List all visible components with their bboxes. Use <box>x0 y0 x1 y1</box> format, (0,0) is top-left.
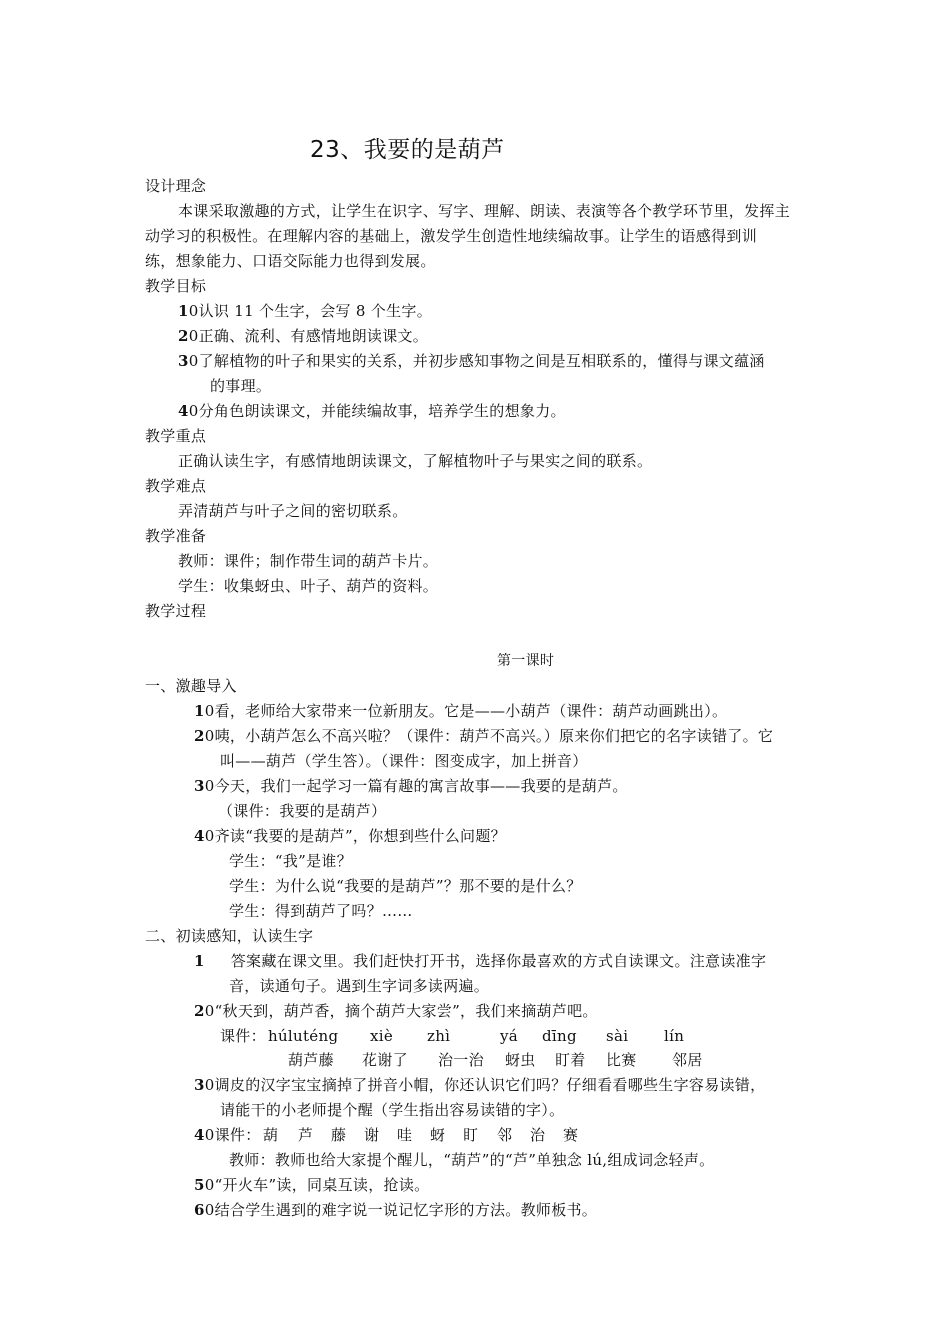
section2-item-1-number: 1 <box>194 952 205 970</box>
section2-item-3-text: 调皮的汉字宝宝摘掉了拼音小帽，你还认识它们吗？仔细看看哪些生字容易读错， <box>214 1076 766 1094</box>
section2-item-6 <box>194 1200 597 1220</box>
section2-item-1-continuation: 音，读通句子。遇到生字词多读两遍。 <box>229 977 490 995</box>
bullet-icon: 0 <box>204 777 215 795</box>
char-10: 赛 <box>563 1126 579 1144</box>
goal-item-2-number: 2 <box>178 327 189 345</box>
prep-teacher: 教师：课件；制作带生词的葫芦卡片。 <box>178 552 439 570</box>
bullet-icon: 0 <box>204 1176 215 1194</box>
section2-item-6-number: 6 <box>194 1201 205 1219</box>
bullet-icon: 0 <box>188 302 199 320</box>
section1-item-4-text: 齐读“我要的是葫芦”，你想到些什么问题？ <box>214 827 506 845</box>
goal-item-2-text: 正确、流利、有感情地朗读课文。 <box>198 327 429 345</box>
section1-item-4-number: 4 <box>194 827 205 845</box>
section1-item-2-number: 2 <box>194 727 205 745</box>
section1-item-3-continuation: （课件：我要的是葫芦） <box>218 802 387 820</box>
char-8: 邻 <box>497 1126 513 1144</box>
goal-item-4-text: 分角色朗读课文，并能续编故事，培养学生的想象力。 <box>198 402 566 420</box>
char-9: 治 <box>530 1126 546 1144</box>
word-7: 邻居 <box>672 1051 703 1069</box>
focus-heading: 教学重点 <box>145 427 207 445</box>
section2-item-3-number: 3 <box>194 1076 205 1094</box>
goal-item-3 <box>178 351 765 371</box>
char-3: 藤 <box>331 1126 347 1144</box>
goal-item-4-number: 4 <box>178 402 189 420</box>
process-heading: 教学过程 <box>145 602 207 620</box>
bullet-icon: 0 <box>204 1201 215 1219</box>
design-line-3: 练，想象能力、口语交际能力也得到发展。 <box>145 252 436 270</box>
section2-item-4-number: 4 <box>194 1126 205 1144</box>
section1-item-3-text: 今天，我们一起学习一篇有趣的寓言故事——我要的是葫芦。 <box>214 777 628 795</box>
word-4: 蚜虫 <box>505 1051 536 1069</box>
goals-heading: 教学目标 <box>145 277 207 295</box>
focus-text: 正确认读生字，有感情地朗读课文，了解植物叶子与果实之间的联系。 <box>178 452 653 470</box>
goal-item-3-number: 3 <box>178 352 189 370</box>
section2-item-2-number: 2 <box>194 1002 205 1020</box>
section1-item-2 <box>194 726 773 746</box>
section1-item-3-number: 3 <box>194 777 205 795</box>
pinyin-6: sài <box>606 1027 629 1045</box>
section2-item-1-text: 答案藏在课文里。我们赶快打开书，选择你最喜欢的方式自读课文。注意读准字 <box>230 952 767 970</box>
student-question-3: 学生：得到葫芦了吗？…… <box>229 902 413 920</box>
word-3: 治一治 <box>438 1051 484 1069</box>
goal-item-4 <box>178 401 566 421</box>
goal-item-2 <box>178 326 428 346</box>
char-7: 盯 <box>463 1126 479 1144</box>
goal-item-1-text: 认识 11 个生字，会写 8 个生字。 <box>198 302 432 320</box>
section1-heading: 一、激趣导入 <box>145 677 237 695</box>
char-6: 蚜 <box>430 1126 446 1144</box>
word-6: 比赛 <box>606 1051 637 1069</box>
section2-item-2 <box>194 1001 598 1021</box>
section1-item-3 <box>194 776 628 796</box>
section2-item-3-continuation: 请能干的小老师提个醒（学生指出容易读错的字）。 <box>220 1101 565 1119</box>
student-question-2: 学生：为什么说“我要的是葫芦”？那不要的是什么？ <box>229 877 582 895</box>
pinyin-2: xiè <box>370 1027 394 1045</box>
difficulty-text: 弄清葫芦与叶子之间的密切联系。 <box>178 502 408 520</box>
section2-item-4-label: 课件： <box>214 1126 261 1144</box>
section2-item-5-text: “开火车”读，同桌互读，抢读。 <box>214 1176 430 1194</box>
bullet-icon: 0 <box>204 827 215 845</box>
section1-item-2-text: 咦，小葫芦怎么不高兴啦？（课件：葫芦不高兴。）原来你们把它的名字读错了。它 <box>214 727 774 745</box>
courseware-label: 课件： <box>220 1027 266 1045</box>
bullet-icon: 0 <box>204 702 215 720</box>
char-2: 芦 <box>298 1126 314 1144</box>
design-line-2: 动学习的积极性。在理解内容的基础上，激发学生创造性地续编故事。让学生的语感得到训 <box>145 227 758 245</box>
bullet-icon: 0 <box>188 327 199 345</box>
page-title: 23、我要的是葫芦 <box>310 137 505 163</box>
design-line-1: 本课采取激趣的方式，让学生在识字、写字、理解、朗读、表演等各个教学环节里，发挥主 <box>178 202 791 220</box>
word-1: 葫芦藤 <box>288 1051 334 1069</box>
goal-item-3-continuation: 的事理。 <box>210 377 272 395</box>
section1-item-1-text: 看，老师给大家带来一位新朋友。它是——小葫芦（课件：葫芦动画跳出）。 <box>214 702 728 720</box>
design-heading: 设计理念 <box>145 177 207 195</box>
pinyin-5: dīng <box>542 1027 577 1045</box>
section2-heading: 二、初读感知，认读生字 <box>145 927 314 945</box>
section2-item-1 <box>194 951 766 971</box>
prep-student: 学生：收集蚜虫、叶子、葫芦的资料。 <box>178 577 439 595</box>
pinyin-3: zhì <box>427 1027 451 1045</box>
goal-item-1 <box>178 301 432 321</box>
teacher-note: 教师：教师也给大家提个醒儿，“葫芦”的“芦”单独念 lú,组成词念轻声。 <box>229 1151 715 1169</box>
student-question-1: 学生：“我”是谁？ <box>229 852 353 870</box>
char-1: 葫 <box>263 1126 279 1144</box>
prep-heading: 教学准备 <box>145 527 207 545</box>
lesson-title: 第一课时 <box>497 653 555 669</box>
pinyin-7: lín <box>664 1027 685 1045</box>
char-4: 谢 <box>364 1126 380 1144</box>
bullet-icon: 0 <box>204 1126 215 1144</box>
pinyin-1: húluténg <box>268 1027 339 1045</box>
bullet-icon: 0 <box>188 352 199 370</box>
word-2: 花谢了 <box>362 1051 408 1069</box>
pinyin-4: yá <box>500 1027 519 1045</box>
section1-item-1 <box>194 701 727 721</box>
bullet-icon: 0 <box>204 1076 215 1094</box>
bullet-icon: 0 <box>204 1002 215 1020</box>
word-5: 盯着 <box>555 1051 586 1069</box>
section2-item-5-number: 5 <box>194 1176 205 1194</box>
goal-item-1-number: 1 <box>178 302 189 320</box>
section1-item-4 <box>194 826 506 846</box>
difficulty-heading: 教学难点 <box>145 477 207 495</box>
section2-item-3 <box>194 1075 765 1095</box>
section2-item-2-text: “秋天到，葫芦香，摘个葫芦大家尝”，我们来摘葫芦吧。 <box>214 1002 598 1020</box>
section2-item-6-text: 结合学生遇到的难字说一说记忆字形的方法。教师板书。 <box>214 1201 598 1219</box>
goal-item-3-text: 了解植物的叶子和果实的关系，并初步感知事物之间是互相联系的，懂得与课文蕴涵 <box>198 352 765 370</box>
bullet-icon: 0 <box>188 402 199 420</box>
section1-item-1-number: 1 <box>194 702 205 720</box>
section2-item-4 <box>194 1125 261 1145</box>
section2-item-5 <box>194 1175 429 1195</box>
char-5: 哇 <box>397 1126 413 1144</box>
section1-item-2-continuation: 叫——葫芦（学生答）。（课件：图变成字，加上拼音） <box>220 752 588 770</box>
bullet-icon: 0 <box>204 727 215 745</box>
